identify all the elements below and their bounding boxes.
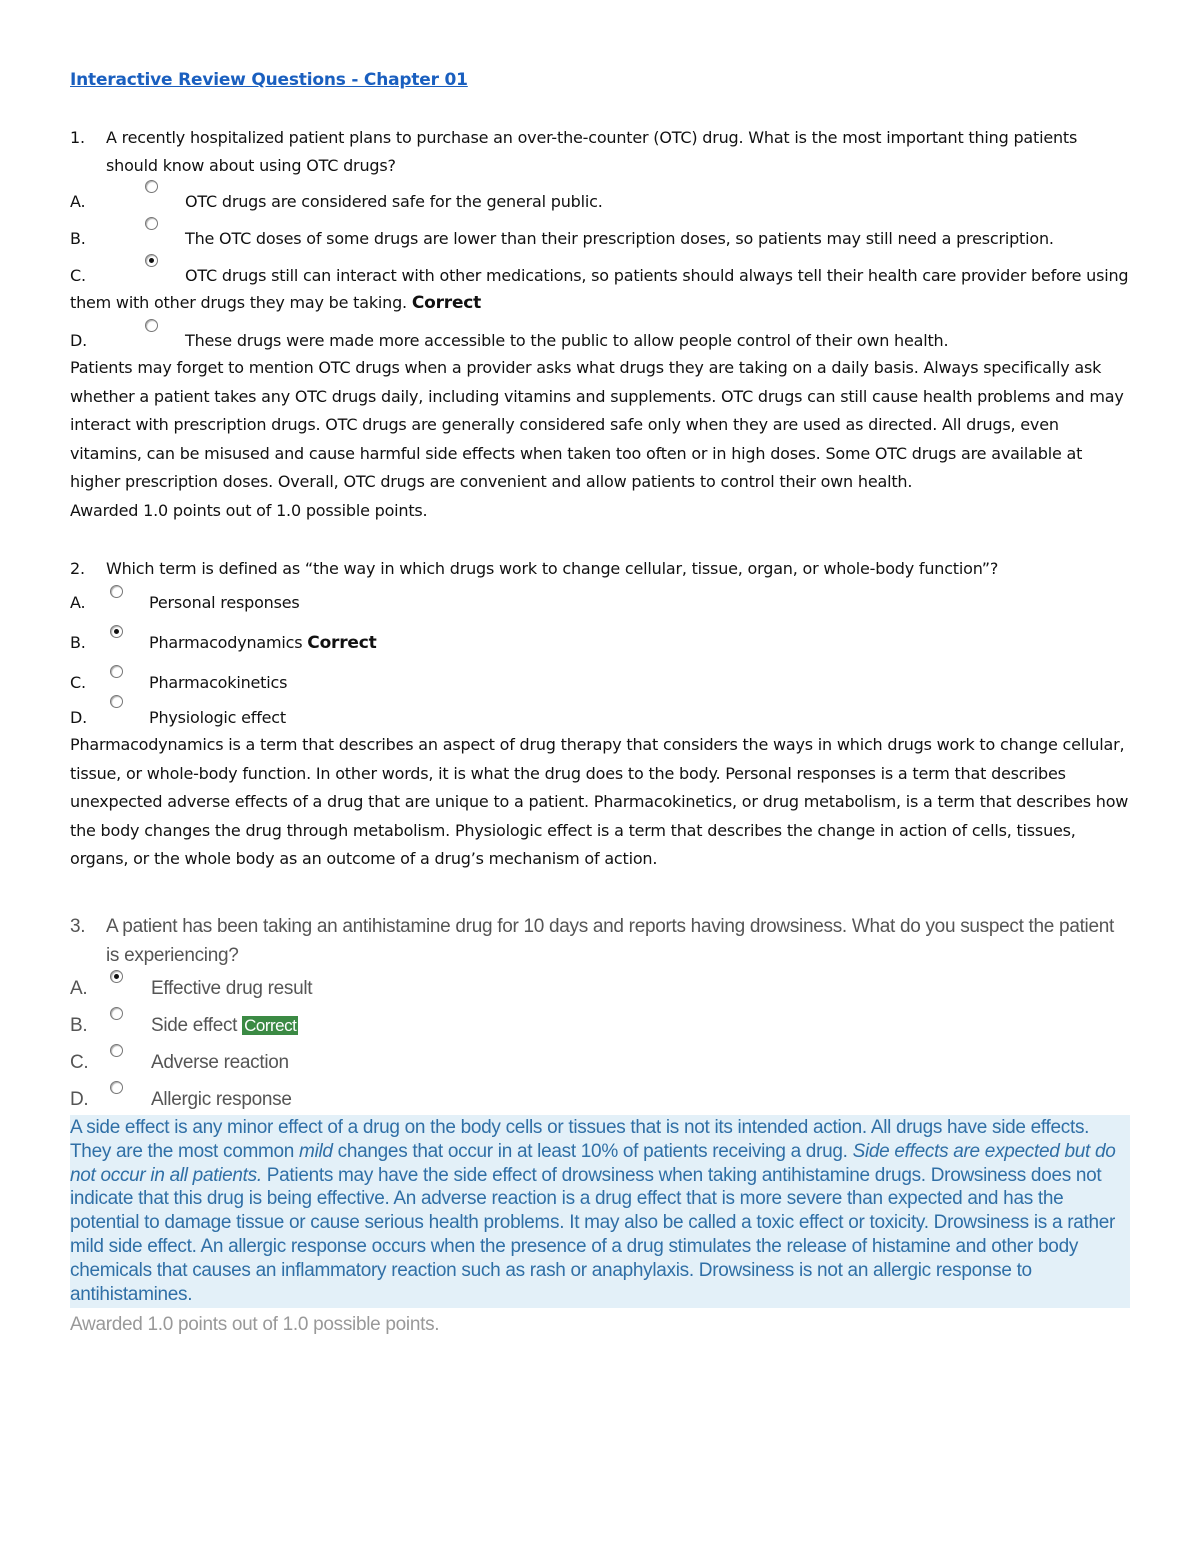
radio-button[interactable] xyxy=(145,180,158,193)
rationale-text: Patients may have the side effect of drowsiness when taking antihistamine drugs. Drowsiness does not indicate that this drug is being effective. An adverse reaction is a drug effect that is more severe than expected and has the potential to damage tissue or cause serious health problems. It may also be called a toxic effect or toxicity. Drowsiness is a rather mild side effect. An allergic response occurs when the presence of a drug stimulates the release of histamine and other body chemicals that causes an inflammatory reaction such as rash or anaphylaxis. Drowsiness is not an allergic response to antihistamines. xyxy=(70,1164,1116,1305)
question-text: A patient has been taking an antihistamine drug for 10 days and reports having drowsiness. What do you suspect the patient is experiencing? xyxy=(106,915,1114,966)
rationale-italic: mild xyxy=(299,1140,333,1162)
radio-button[interactable] xyxy=(110,1081,123,1094)
question-number: 2. xyxy=(70,558,85,578)
option-letter: C. xyxy=(70,1051,89,1073)
radio-button[interactable] xyxy=(145,217,158,230)
correct-mark: Correct xyxy=(307,632,377,653)
option-a[interactable] xyxy=(70,970,1132,1007)
option-text: Adverse reaction xyxy=(151,1051,289,1073)
rationale-text: A side effect is any minor effect of a drug on the body cells or tissues that is not its intended action. All drugs have side effects. They are the most common xyxy=(70,1116,1090,1162)
radio-button[interactable] xyxy=(110,665,123,678)
awarded-points: Awarded 1.0 points out of 1.0 possible points. xyxy=(70,500,428,520)
radio-button[interactable] xyxy=(110,1044,123,1057)
question-stem xyxy=(70,124,1132,180)
option-text: OTC drugs are considered safe for the general public. xyxy=(185,192,603,211)
option-letter: D. xyxy=(70,1088,89,1110)
question-text: A recently hospitalized patient plans to purchase an over-the-counter (OTC) drug. What is the most important thing patients should know about using OTC drugs? xyxy=(106,128,1078,175)
question-stem xyxy=(70,912,1132,970)
option-d[interactable] xyxy=(70,1081,1132,1115)
option-text: Effective drug result xyxy=(151,977,313,999)
radio-button-selected[interactable] xyxy=(145,254,158,267)
question-3 xyxy=(70,912,1132,1342)
option-text: Pharmacokinetics xyxy=(149,672,288,692)
option-text: Physiologic effect xyxy=(149,707,286,727)
option-letter: B. xyxy=(70,1014,88,1036)
option-text: Allergic response xyxy=(151,1088,292,1110)
rationale-text: changes that occur in at least 10% of patients receiving a drug. xyxy=(332,1140,853,1162)
radio-button-selected[interactable] xyxy=(110,970,123,983)
option-letter: C. xyxy=(70,672,86,692)
radio-button-selected[interactable] xyxy=(110,625,123,638)
radio-button[interactable] xyxy=(110,1007,123,1020)
option-d[interactable] xyxy=(70,327,1132,354)
option-d[interactable] xyxy=(70,703,1132,731)
option-text: Side effect xyxy=(151,1014,238,1036)
option-letter: B. xyxy=(70,229,86,248)
option-letter: D. xyxy=(70,707,88,727)
option-letter: C. xyxy=(70,266,86,285)
rationale-highlighted xyxy=(70,1115,1130,1308)
question-text: Which term is defined as “the way in which drugs work to change cellular, tissue, organ, or whole-body function”? xyxy=(106,558,999,578)
awarded-points: Awarded 1.0 points out of 1.0 possible points. xyxy=(70,1314,440,1336)
option-a[interactable] xyxy=(70,583,1132,623)
correct-badge: Correct xyxy=(244,1015,297,1035)
question-1 xyxy=(70,124,1132,525)
option-a[interactable] xyxy=(70,188,1132,215)
option-text: The OTC doses of some drugs are lower than their prescription doses, so patients may still need a prescription. xyxy=(185,229,1054,248)
question-number: 3. xyxy=(70,915,86,937)
option-letter: B. xyxy=(70,632,86,652)
question-number: 1. xyxy=(70,128,85,147)
question-stem xyxy=(70,555,1132,583)
option-b[interactable] xyxy=(70,623,1132,663)
option-text: Personal responses xyxy=(149,592,300,612)
rationale: Patients may forget to mention OTC drugs when a provider asks what drugs they are taking on a daily basis. Always specifically ask whether a patient takes any OTC drugs daily, including vitamins and supplements. OTC drugs can still cause health problems and may interact with prescription drugs. OTC drugs are generally considered safe only when they are used as directed. All drugs, even vitamins, can be misused and cause harmful side effects when taken too often or in high doses. Some OTC drugs are available at higher prescription doses. Overall, OTC drugs are convenient and allow patients to control their own health. xyxy=(70,358,1124,492)
option-b[interactable] xyxy=(70,1007,1132,1044)
rationale: Pharmacodynamics is a term that describes an aspect of drug therapy that considers the ways in which drugs work to change cellular, tissue, or whole-body function. In other words, it is what the drug does to the body. Personal responses is a term that describes unexpected adverse effects of a drug that are unique to a patient. Pharmacokinetics, or drug metabolism, is a term that describes how the body changes the drug through metabolism. Physiologic effect is a term that describes the change in action of cells, tissues, organs, or the whole body as an outcome of a drug’s mechanism of action. xyxy=(70,734,1129,869)
option-text: These drugs were made more accessible to the public to allow people control of their own health. xyxy=(185,331,949,350)
radio-button[interactable] xyxy=(110,695,123,708)
document-page xyxy=(70,70,1132,1342)
option-letter: A. xyxy=(70,977,88,999)
option-letter: A. xyxy=(70,592,86,612)
option-b[interactable] xyxy=(70,225,1132,252)
radio-button[interactable] xyxy=(145,319,158,332)
rationale-italic: Side effects are expected but do not occur in all patients. xyxy=(70,1140,1116,1186)
option-letter: A. xyxy=(70,192,86,211)
radio-button[interactable] xyxy=(110,585,123,598)
option-text: Pharmacodynamics xyxy=(149,632,303,652)
correct-mark: Correct xyxy=(411,293,482,313)
question-2 xyxy=(70,555,1132,874)
option-c[interactable] xyxy=(70,1044,1132,1081)
option-text: OTC drugs still can interact with other medications, so patients should always tell their health care provider before using them with other drugs they may be taking. xyxy=(70,266,1129,312)
option-letter: D. xyxy=(70,331,88,350)
option-c[interactable] xyxy=(70,663,1132,703)
page-title[interactable]: Interactive Review Questions - Chapter 01 xyxy=(70,70,468,90)
option-c[interactable] xyxy=(70,262,1132,317)
